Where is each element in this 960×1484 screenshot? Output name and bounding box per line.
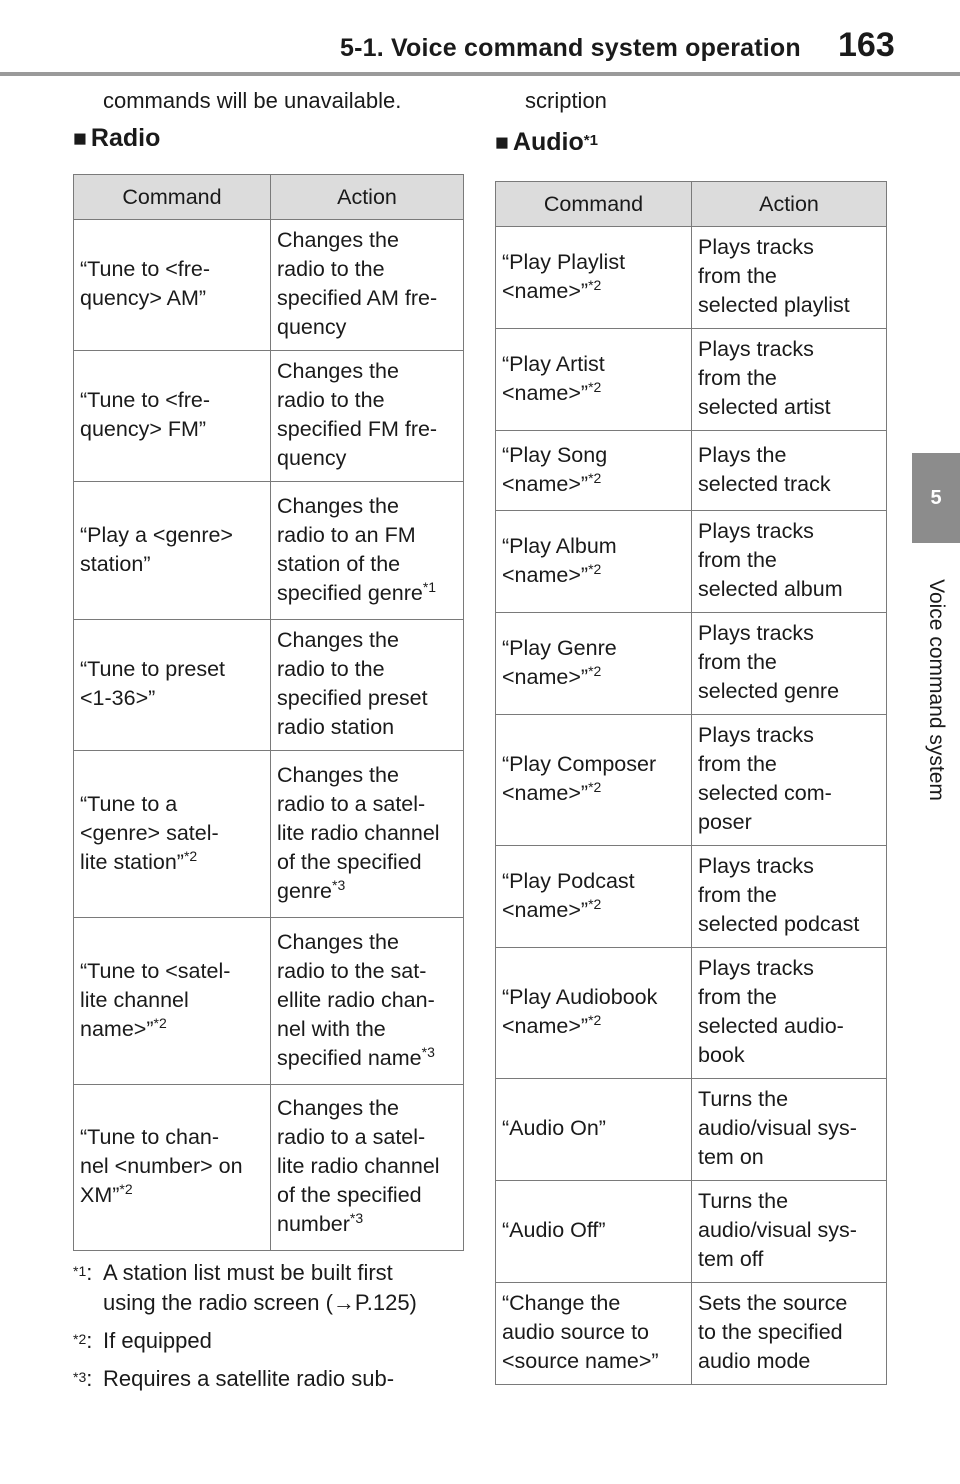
radio-heading — [73, 124, 160, 153]
table-row — [496, 511, 887, 613]
action-cell: Plays tracks from the selected album — [692, 511, 887, 613]
command-cell: “Play Genre <name>”$^{*2}$ — [496, 613, 692, 715]
intro-text-left: commands will be unavailable. — [103, 88, 402, 113]
command-cell: “Play Playlist <name>”$^{*2}$ — [496, 227, 692, 329]
table-row — [496, 1181, 887, 1283]
table-row — [74, 751, 464, 918]
footnote-text: Requires a satellite radio sub- — [103, 1366, 395, 1391]
header-rule — [0, 72, 960, 76]
command-cell: “Play Audiobook <name>”$^{*2}$ — [496, 948, 692, 1079]
table-row — [496, 613, 887, 715]
command-cell: “Tune to chan- nel <number> on XM”$^{*2}$ — [74, 1085, 271, 1251]
column-header-action: Action — [692, 182, 887, 227]
command-cell: “Audio On” — [496, 1079, 692, 1181]
command-cell: “Tune to a <genre> satel- lite station”$^{*2}$ — [74, 751, 271, 918]
action-cell: Plays tracks from the selected playlist — [692, 227, 887, 329]
command-cell: “Tune to <satel- lite channel name>”$^{*2}$ — [74, 918, 271, 1085]
footnote-mark: *1: — [73, 1260, 93, 1285]
action-cell: Changes the radio to the specified preset radio station — [271, 620, 464, 751]
table-row — [74, 482, 464, 620]
column-header-command: Command — [496, 182, 692, 227]
column-header-action: Action — [271, 175, 464, 220]
table-row — [74, 351, 464, 482]
audio-heading-footnote-mark: *1 — [583, 132, 598, 149]
footnote-mark: *2: — [73, 1328, 93, 1353]
radio-heading-text: Radio — [90, 124, 161, 152]
table-row — [496, 1283, 887, 1385]
command-cell: “Play Artist <name>”$^{*2}$ — [496, 329, 692, 431]
table-row — [74, 918, 464, 1085]
command-cell: “Tune to preset <1-36>” — [74, 620, 271, 751]
radio-command-table — [73, 174, 464, 1251]
table-row — [496, 329, 887, 431]
footnote-mark: *2 — [588, 378, 602, 395]
action-cell: Changes the radio to an FM station of the specified genre$^{*1}$ — [271, 482, 464, 620]
action-cell: Changes the radio to the specified FM fre- quency — [271, 351, 464, 482]
table-row — [496, 227, 887, 329]
action-cell: Plays tracks from the selected com- poser — [692, 715, 887, 846]
chapter-tab — [912, 453, 960, 543]
table-header-row — [74, 175, 464, 220]
footnote — [73, 1326, 493, 1356]
footnote-mark: *2 — [588, 662, 602, 679]
footnote — [73, 1364, 493, 1394]
action-cell: Plays the selected track — [692, 431, 887, 511]
action-cell: Turns the audio/visual sys- tem on — [692, 1079, 887, 1181]
footnote-mark: *2 — [183, 847, 198, 864]
action-cell: Plays tracks from the selected genre — [692, 613, 887, 715]
action-cell: Plays tracks from the selected artist — [692, 329, 887, 431]
table-row — [496, 715, 887, 846]
page-number: 163 — [838, 26, 895, 64]
action-cell: Plays tracks from the selected podcast — [692, 846, 887, 948]
command-cell: “Play Song <name>”$^{*2}$ — [496, 431, 692, 511]
action-cell: Changes the radio to the specified AM fre- quency — [271, 220, 464, 351]
table-header-row — [496, 182, 887, 227]
table-row — [496, 1079, 887, 1181]
table-row — [74, 1085, 464, 1251]
footnote-text: If equipped — [103, 1328, 212, 1353]
footnote-mark: *2 — [588, 895, 602, 912]
table-row — [496, 431, 887, 511]
footnote-mark: *2 — [153, 1014, 167, 1031]
section-title: 5-1. Voice command system operation — [340, 34, 801, 62]
table-row — [74, 220, 464, 351]
footnote-mark: *2 — [119, 1180, 133, 1197]
action-cell: Sets the source to the specified audio mode — [692, 1283, 887, 1385]
footnote-mark: *2 — [588, 778, 602, 795]
footnote-mark: *3 — [332, 876, 346, 893]
footnote-mark: *3 — [349, 1209, 364, 1226]
bullet-square-icon: ■ — [73, 125, 87, 151]
footnotes — [73, 1258, 493, 1402]
audio-heading — [495, 128, 598, 157]
action-cell: Plays tracks from the selected audio- book — [692, 948, 887, 1079]
footnote-mark: *3: — [73, 1366, 93, 1391]
footnote-mark: *2 — [588, 560, 602, 577]
command-cell: “Change the audio source to <source name>” — [496, 1283, 692, 1385]
footnote-text: A station list must be built first using the radio screen (→P.125) — [103, 1260, 417, 1315]
command-cell: “Tune to <fre- quency> AM” — [74, 220, 271, 351]
table-row — [496, 846, 887, 948]
footnote-mark: *2 — [588, 469, 602, 486]
command-cell: “Play Album <name>”$^{*2}$ — [496, 511, 692, 613]
intro-text-right: scription — [525, 88, 607, 113]
footnote — [73, 1258, 493, 1318]
column-header-command: Command — [74, 175, 271, 220]
command-cell: “Audio Off” — [496, 1181, 692, 1283]
action-cell: Changes the radio to a satel- lite radio channel of the specified genre$^{*3}$ — [271, 751, 464, 918]
action-cell: Changes the radio to a satel- lite radio channel of the specified number$^{*3}$ — [271, 1085, 464, 1251]
action-cell: Turns the audio/visual sys- tem off — [692, 1181, 887, 1283]
footnote-mark: *2 — [588, 1011, 602, 1028]
table-row — [496, 948, 887, 1079]
footnote-mark: *2 — [588, 276, 602, 293]
command-cell: “Play a <genre> station” — [74, 482, 271, 620]
command-cell: “Play Podcast <name>”$^{*2}$ — [496, 846, 692, 948]
chapter-label: Voice command system — [925, 579, 948, 801]
command-cell: “Play Composer <name>”$^{*2}$ — [496, 715, 692, 846]
bullet-square-icon: ■ — [495, 129, 509, 155]
chapter-number: 5 — [930, 486, 942, 509]
command-cell: “Tune to <fre- quency> FM” — [74, 351, 271, 482]
audio-heading-text: Audio — [512, 128, 584, 156]
audio-command-table — [495, 181, 887, 1385]
table-row — [74, 620, 464, 751]
action-cell: Changes the radio to the sat- ellite radio chan- nel with the specified name$^{*3}$ — [271, 918, 464, 1085]
footnote-mark: *1 — [422, 578, 437, 595]
footnote-mark: *3 — [421, 1043, 435, 1060]
